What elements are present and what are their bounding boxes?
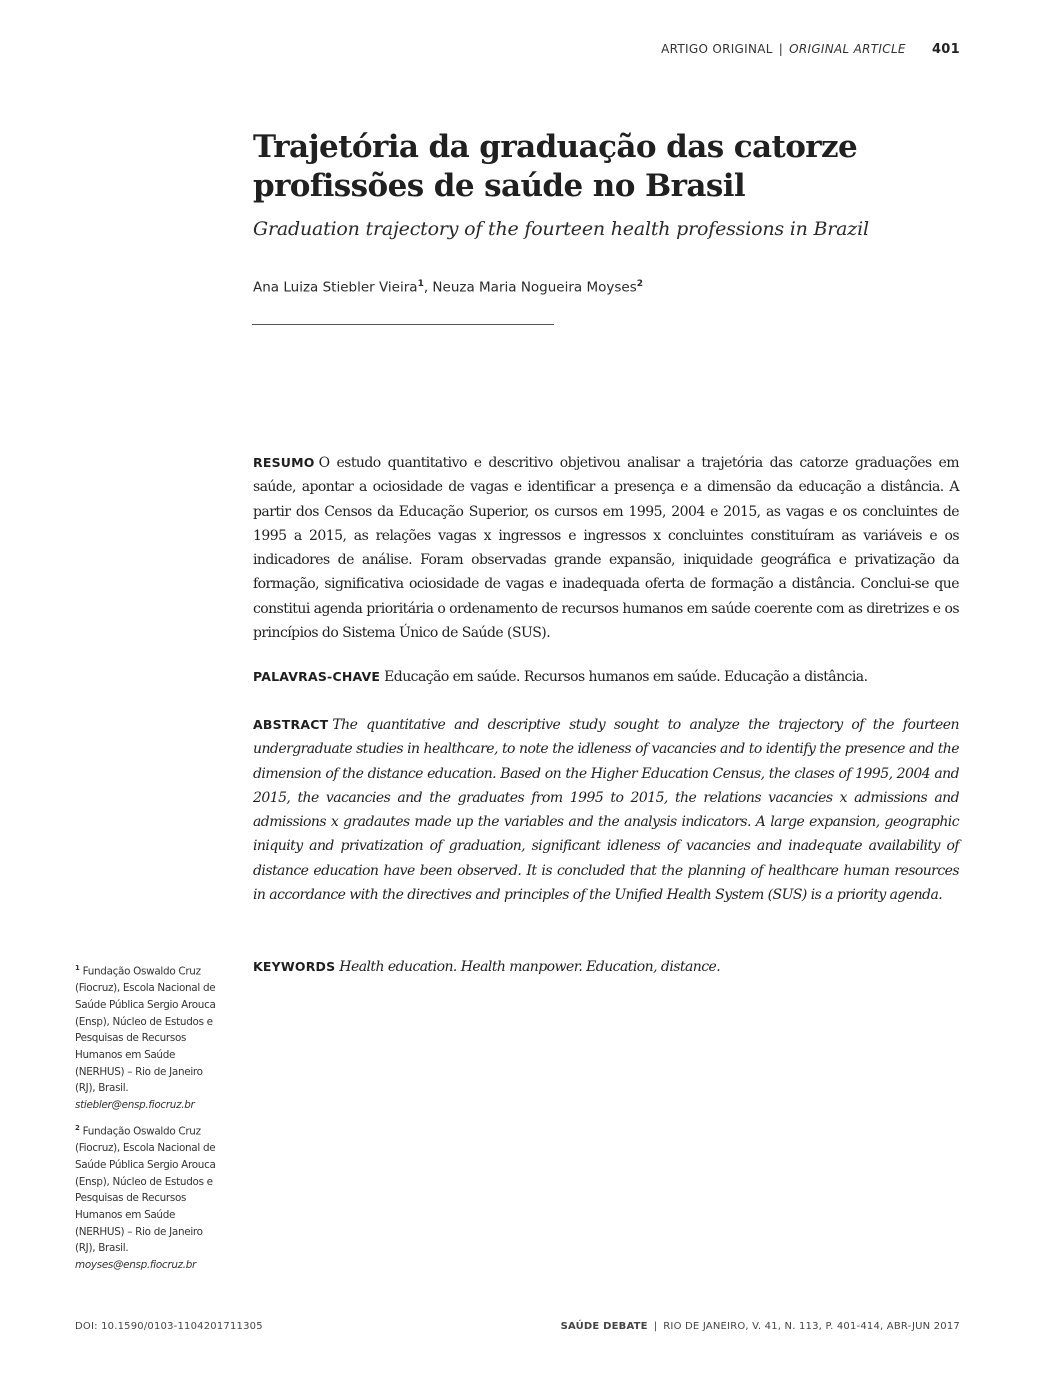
header-separator: | — [778, 42, 784, 56]
affiliation-text-1: Fundação Oswaldo Cruz (Fiocruz), Escola Nacional de Saúde Pública Sergio Arouca (Ensp), Núcleo de Estudos e Pesquisas de Recursos Humanos em Saúde (NERHUS) – Rio de Janeiro (RJ), Brasil. — [75, 965, 216, 1095]
title-line-2: profissões de saúde no Brasil — [253, 168, 746, 204]
keywords-paragraph — [253, 955, 959, 979]
resumo-text: O estudo quantitativo e descritivo objetivou analisar a trajetória das catorze graduações em saúde, apontar a ociosidade de vagas e identificar a presença e a dimensão da educação a distância. A partir dos Censos da Educação Superior, os cursos em 1995, 2004 e 2015, as vagas e os concluintes de 1995 a 2015, as relações vagas x ingressos e ingressos x concluintes constituíram as variáveis e os indicadores de análise. Foram observadas grande expansão, iniquidade geográfica e privatização da formação, significativa ociosidade de vagas e inadequada oferta de formação a distância. Conclui-se que constitui agenda prioritária o ordenamento de recursos humanos em saúde coerente com as diretrizes e os princípios do Sistema Único de Saúde (SUS). — [253, 455, 959, 642]
abstract-label: ABSTRACT — [253, 717, 329, 732]
author-list — [253, 279, 643, 296]
citation-details: RIO DE JANEIRO, V. 41, N. 113, P. 401-414, ABR-JUN 2017 — [663, 1321, 960, 1332]
author-name-2: Neuza Maria Nogueira Moyses — [432, 279, 637, 296]
affiliation-note-2 — [75, 1120, 220, 1274]
author-name-1: Ana Luiza Stiebler Vieira — [253, 279, 418, 296]
title-line-1: Trajetória da graduação das catorze — [253, 129, 858, 165]
affiliation-note-1 — [75, 960, 220, 1114]
section-label-pt: ARTIGO ORIGINAL — [661, 42, 773, 56]
palavras-chave-paragraph — [253, 665, 959, 689]
running-header — [661, 42, 960, 57]
page-number: 401 — [931, 42, 960, 57]
article-title — [253, 128, 973, 206]
palavras-chave-text: Educação em saúde. Recursos humanos em saúde. Educação a distância. — [384, 669, 868, 685]
keywords-label: KEYWORDS — [253, 959, 336, 974]
title-divider — [252, 324, 554, 325]
affiliation-mark-1: 1 — [75, 964, 80, 972]
affiliation-email-2[interactable]: moyses@ensp.fiocruz.br — [75, 1259, 197, 1272]
abstract-paragraph — [253, 713, 959, 907]
resumo-label: RESUMO — [253, 455, 315, 470]
palavras-chave-label: PALAVRAS-CHAVE — [253, 669, 381, 684]
author-separator: , — [423, 279, 433, 296]
article-subtitle: Graduation trajectory of the fourteen health professions in Brazil — [253, 218, 869, 240]
author-affiliation-mark-2: 2 — [636, 279, 644, 289]
affiliation-mark-2: 2 — [75, 1124, 80, 1132]
section-label-en: ORIGINAL ARTICLE — [789, 42, 906, 56]
resumo-paragraph — [253, 451, 959, 645]
footer-separator: | — [653, 1321, 658, 1332]
journal-citation — [561, 1321, 960, 1332]
affiliation-email-1[interactable]: stiebler@ensp.fiocruz.br — [75, 1099, 195, 1112]
abstract-text: The quantitative and descriptive study sought to analyze the trajectory of the fourteen undergraduate studies in healthcare, to note the idleness of vacancies and to identify the presence and the dimension of the distance education. Based on the Higher Education Census, the clases of 1995, 2004 and 2015, the vacancies and the graduates from 1995 to 2015, the relations vacancies x admissions and admissions x gradautes made up the variables and the analysis indicators. A large expansion, geographic iniquity and privatization of graduation, significant idleness of vacancies and inadequate availability of distance education have been observed. It is concluded that the planning of healthcare human resources in accordance with the directives and principles of the Unified Health System (SUS) is a priority agenda. — [253, 717, 959, 904]
journal-name: SAÚDE DEBATE — [560, 1321, 648, 1332]
affiliation-text-2: Fundação Oswaldo Cruz (Fiocruz), Escola Nacional de Saúde Pública Sergio Arouca (Ensp), Núcleo de Estudos e Pesquisas de Recursos Humanos em Saúde (NERHUS) – Rio de Janeiro (RJ), Brasil. — [75, 1125, 216, 1255]
doi: DOI: 10.1590/0103-1104201711305 — [75, 1321, 263, 1332]
author-affiliation-mark-1: 1 — [417, 279, 424, 289]
keywords-text: Health education. Health manpower. Education, distance. — [339, 959, 721, 975]
